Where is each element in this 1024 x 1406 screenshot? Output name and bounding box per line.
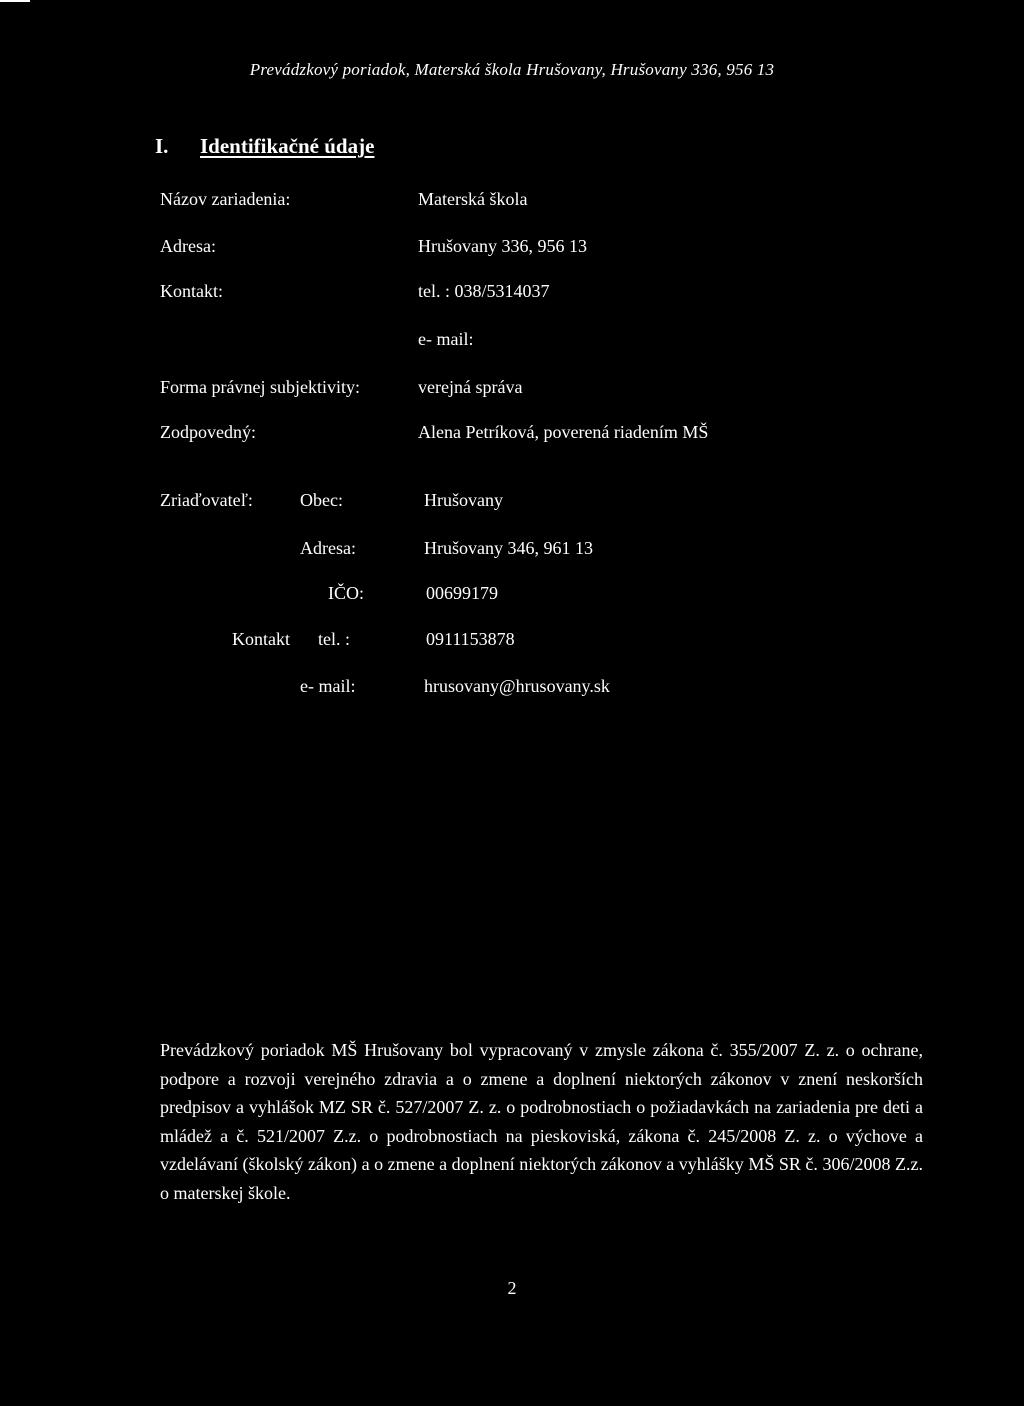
founder-obec-label: Obec: <box>300 490 343 510</box>
phone-value: tel. : 038/5314037 <box>418 281 550 301</box>
founder-contact-label: Kontakt <box>232 629 290 649</box>
founder-address-value: Hrušovany 346, 961 13 <box>424 538 593 558</box>
founder-obec-value: Hrušovany <box>424 490 503 510</box>
address-label: Adresa: <box>160 236 216 256</box>
founder-email-label: e- mail: <box>300 676 356 696</box>
page-number: 2 <box>507 1278 517 1298</box>
founder-email-value: hrusovany@hrusovany.sk <box>424 676 610 696</box>
section-number: I. <box>155 134 169 158</box>
responsible-label: Zodpovedný: <box>160 422 256 442</box>
founder-phone-label: tel. : <box>318 629 350 649</box>
name-value: Materská škola <box>418 189 528 209</box>
section-title: Identifikačné údaje <box>200 134 375 158</box>
legal-basis-paragraph: Prevádzkový poriadok MŠ Hrušovany bol vypracovaný v zmysle zákona č. 355/2007 Z. z. o ochrane, podpore a rozvoji verejného zdravia a o zmene a doplnení niektorých zákonov v znení neskorších predpisov a vyhlášok MZ SR č. 527/2007 Z. z. o podrobnostiach o požiadavkách na zariadenia pre deti a mládež a č. 521/2007 Z.z. o podrobnostiach na pieskoviská, zákona č. 245/2008 Z. z. o výchove a vzdelávaní (školský zákon) a o zmene a doplnení niektorých zákonov a vyhlášky MŠ SR č. 306/2008 Z.z. o materskej škole. <box>160 1040 923 1203</box>
founder-ico-value: 00699179 <box>426 583 498 603</box>
legal-form-label: Forma právnej subjektivity: <box>160 377 360 397</box>
scan-edge-mark <box>0 0 30 2</box>
founder-address-label: Adresa: <box>300 538 356 558</box>
contact-label: Kontakt: <box>160 281 223 301</box>
legal-form-value: verejná správa <box>418 377 523 397</box>
founder-phone-value: 0911153878 <box>426 629 515 649</box>
address-value: Hrušovany 336, 956 13 <box>418 236 587 256</box>
founder-label: Zriaďovateľ: <box>160 490 253 510</box>
email-value: e- mail: <box>418 329 474 349</box>
running-header: Prevádzkový poriadok, Materská škola Hrušovany, Hrušovany 336, 956 13 <box>249 60 775 79</box>
name-label: Názov zariadenia: <box>160 189 291 209</box>
responsible-value: Alena Petríková, poverená riadením MŠ <box>418 422 709 442</box>
founder-ico-label: IČO: <box>328 583 364 603</box>
